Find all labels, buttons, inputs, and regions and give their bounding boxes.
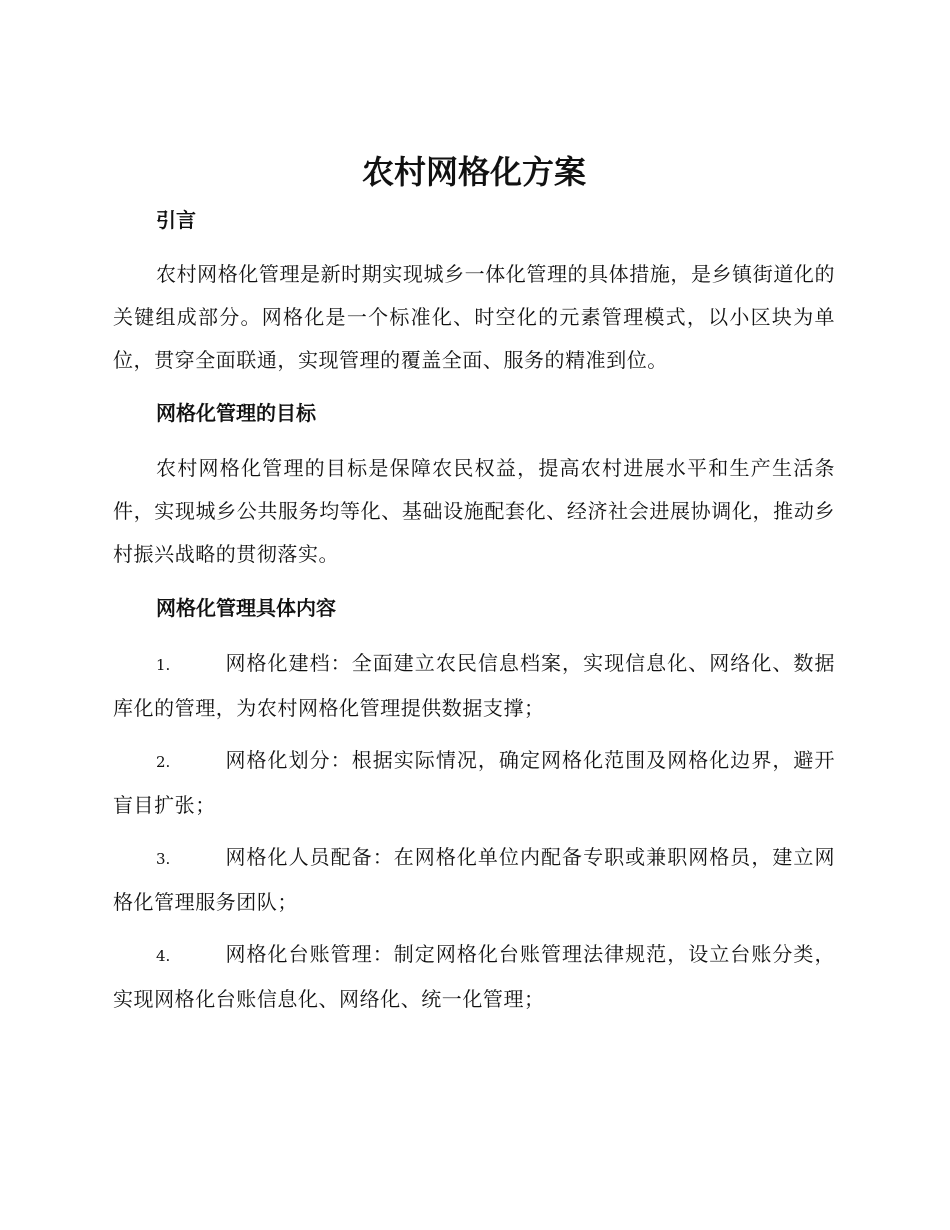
list-item-text: 网格化建档：全面建立农民信息档案，实现信息化、网络化、数据库化的管理，为农村网格化管理提供数据支撑； — [113, 651, 835, 720]
section-heading-introduction: 引言 — [156, 208, 196, 232]
section-paragraph-introduction: 农村网格化管理是新时期实现城乡一体化管理的具体措施，是乡镇街道化的关键组成部分。网格化是一个标准化、时空化的元素管理模式，以小区块为单位，贯穿全面联通，实现管理的覆盖全面、服务的精准到位。 — [113, 262, 835, 372]
list-item-text: 网格化人员配备：在网格化单位内配备专职或兼职网格员，建立网格化管理服务团队； — [113, 845, 835, 914]
list-item — [113, 933, 835, 1021]
list-item-number: 4. — [156, 947, 171, 965]
list-item-number: 1. — [156, 656, 171, 674]
section-heading-content: 网格化管理具体内容 — [156, 596, 336, 620]
list-item-text: 网格化台账管理：制定网格化台账管理法律规范，设立台账分类，实现网格化台账信息化、网络化、统一化管理； — [113, 942, 835, 1011]
section-paragraph-goals: 农村网格化管理的目标是保障农民权益，提高农村进展水平和生产生活条件，实现城乡公共服务均等化、基础设施配套化、经济社会进展协调化，推动乡村振兴战略的贯彻落实。 — [113, 456, 835, 566]
document-title: 农村网格化方案 — [361, 153, 586, 191]
list-item — [113, 739, 835, 827]
section-heading-goals: 网格化管理的目标 — [156, 401, 316, 425]
list-item — [113, 836, 835, 924]
list-item-number: 2. — [156, 753, 171, 771]
list-item-text: 网格化划分：根据实际情况，确定网格化范围及网格化边界，避开盲目扩张； — [113, 748, 835, 817]
list-item-number: 3. — [156, 850, 171, 868]
list-item — [113, 642, 835, 730]
